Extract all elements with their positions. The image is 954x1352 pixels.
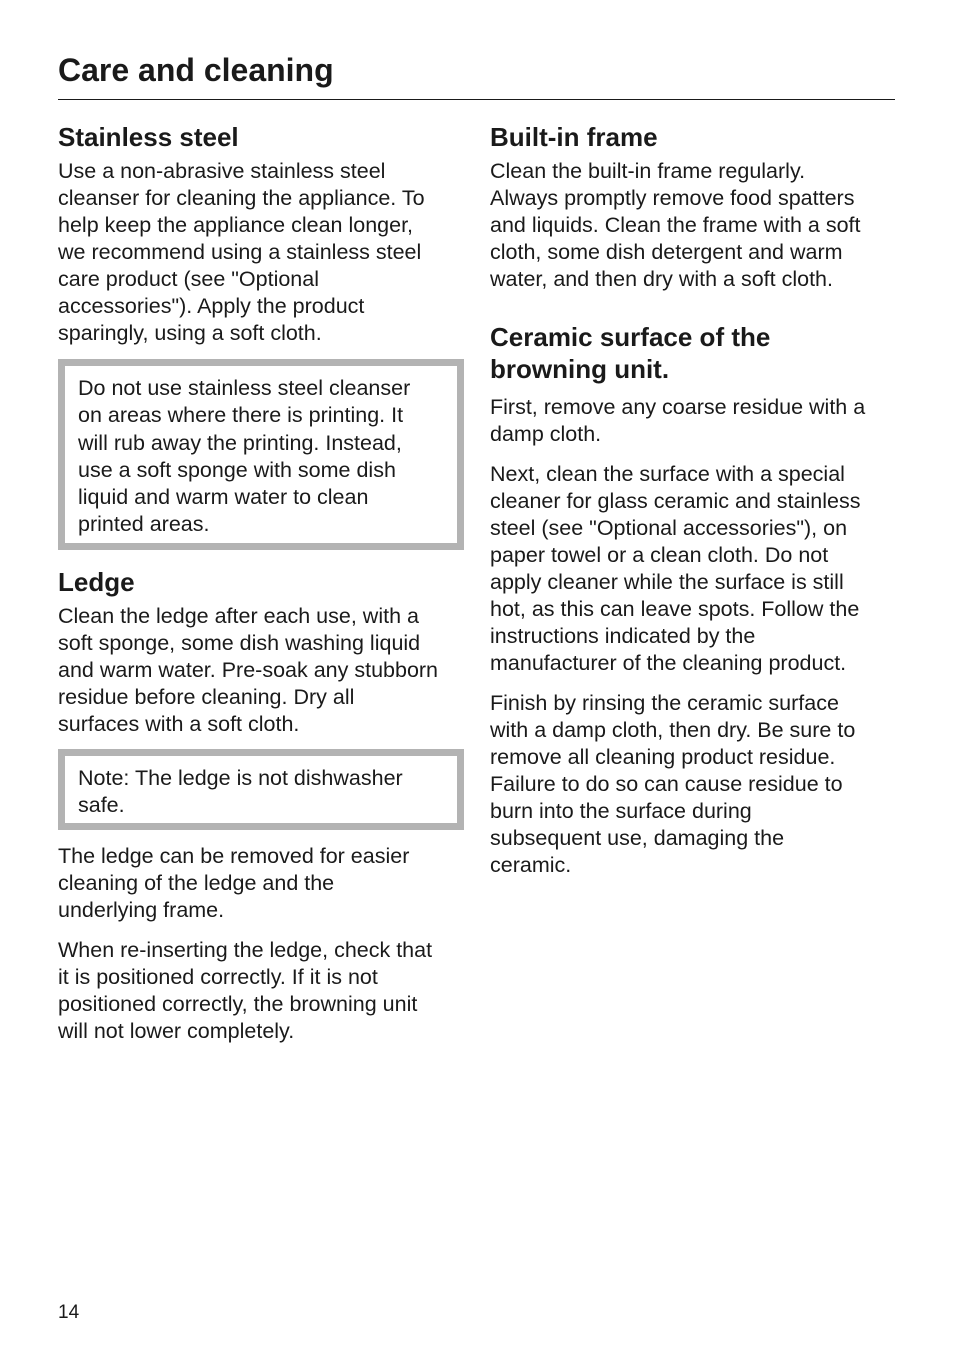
left-column [58,121,466,1045]
ledge-heading: Ledge [58,566,135,597]
stainless-steel-warning-text: Do not use stainless steel cleanser on areas where there is printing. It will rub away the printing. Instead, use a soft sponge with some dish liquid and warm water to clean printed areas. [78,376,411,537]
stainless-steel-section [58,121,466,550]
ledge-note-text: Note: The ledge is not dishwasher safe. [78,765,403,818]
title-divider [58,99,895,100]
built-in-frame-paragraph: Clean the built-in frame regularly. Always promptly remove food spatters and liquids. Clean the frame with a soft cloth, some dish detergent and warm water, and then dry with a soft cloth. [490,159,861,291]
built-in-frame-heading: Built-in frame [490,122,658,152]
ledge-reinsert-paragraph: When re-inserting the ledge, check that it is positioned correctly. If it is not positioned correctly, the browning unit will not lower completely. [58,938,433,1044]
ceramic-surface-heading: Ceramic surface of the browning unit. [490,322,771,384]
page-title: Care and cleaning [58,52,334,88]
ceramic-residue-paragraph: First, remove any coarse residue with a damp cloth. [490,395,866,446]
built-in-frame-section [490,121,895,293]
ledge-note-box [58,749,464,831]
ceramic-cleaning-paragraph: Next, clean the surface with a special cleaner for glass ceramic and stainless steel (see "Optional accessories"), on paper towel or a clean cloth. Do not apply cleaner while the surface is still hot, as this can leave spots. Follow the instructions indicated by the manufacturer of the cleaning product. [490,462,861,675]
ceramic-rinse-paragraph: Finish by rinsing the ceramic surface with a damp cloth, then dry. Be sure to remove all cleaning product residue. Failure to do so can cause residue to burn into the surface during subsequent use, damaging the ceramic. [490,691,856,877]
ledge-section [58,566,466,1046]
ledge-paragraph: Clean the ledge after each use, with a soft sponge, some dish washing liquid and warm water. Pre-soak any stubborn residue before cleaning. Dry all surfaces with a soft cloth. [58,603,439,736]
stainless-steel-paragraph: Use a non-abrasive stainless steel cleanser for cleaning the appliance. To help keep the appliance clean longer, we recommend using a stainless steel care product (see "Optional accessories"). Apply the product sparingly, using a soft cloth. [58,159,425,345]
ledge-removal-paragraph: The ledge can be removed for easier cleaning of the ledge and the underlying frame. [58,844,410,923]
ceramic-surface-section [490,321,895,879]
stainless-steel-heading: Stainless steel [58,122,239,152]
stainless-steel-warning-box [58,359,464,550]
page-number: 14 [58,1302,80,1323]
right-column [490,121,895,879]
